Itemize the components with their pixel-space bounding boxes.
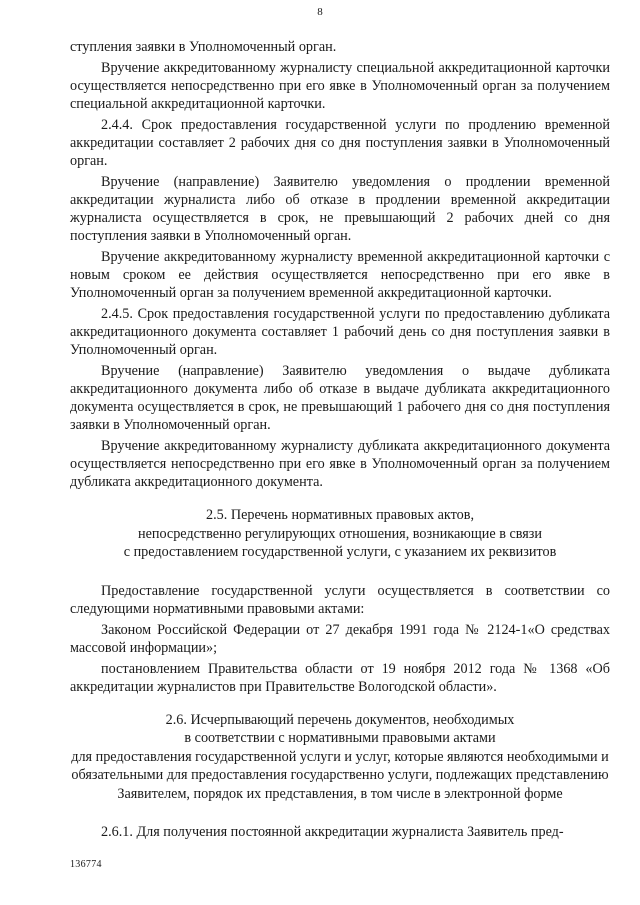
paragraph: 2.4.5. Срок предоставления государственной услуги по предоставлению дубликата аккредитационного документа составляет 1 рабочий день со дня поступления заявки в Уполномоченный орган. — [70, 306, 610, 358]
paragraph-continuation: ступления заявки в Уполномоченный орган. — [70, 39, 337, 55]
heading-line: для предоставления государственной услуги и услуг, которые являются необходимыми и обязательными для предоставления государственно услуги, подлежащих представлению Заявителем, порядок их представления, в том числе в электронной форме — [71, 748, 609, 802]
paragraph: Предоставление государственной услуги осуществляется в соответствии со следующими нормативными правовыми актами: — [70, 582, 610, 617]
paragraph: Законом Российской Федерации от 27 декабря 1991 года № 2124-1«О средствах массовой информации»; — [70, 621, 610, 656]
heading-line: с предоставлением государственной услуги, с указанием их реквизитов — [123, 544, 557, 560]
heading-line: 2.5. Перечень нормативных правовых актов, — [206, 507, 474, 523]
section-2-5-heading — [70, 506, 610, 562]
heading-line: в соответствии с нормативными правовыми актами — [184, 730, 496, 746]
heading-line: непосредственно регулирующих отношения, возникающие в связи — [137, 525, 542, 542]
footer-code: 136774 — [70, 859, 102, 870]
paragraph: Вручение (направление) Заявителю уведомления о выдаче дубликата аккредитационного документа либо об отказе в выдаче дубликата аккредитационного документа осуществляется в срок, не превышающий 1 рабочего дня со дня поступления заявки в Уполномоченный орган. — [70, 363, 610, 433]
heading-line: 2.6. Исчерпывающий перечень документов, необходимых — [165, 711, 515, 728]
paragraph: Вручение аккредитованному журналисту временной аккредитационной карточки с новым сроком ее действия осуществляется непосредственно при его явке в Уполномоченный орган за получением временной аккредитационной карточки. — [70, 249, 610, 301]
paragraph: Вручение аккредитованному журналисту специальной аккредитационной карточки осуществляется непосредственно при его явке в Уполномоченный орган за получением специальной аккредитационной карточки. — [70, 60, 610, 112]
paragraph: 2.6.1. Для получения постоянной аккредитации журналиста Заявитель пред- — [101, 824, 564, 840]
paragraph: Вручение (направление) Заявителю уведомления о продлении временной аккредитации журналиста либо об отказе в продлении временной аккредитации журналиста осуществляется в срок, не превышающий 2 рабочих дней со дня поступления заявки в Уполномоченный орган. — [70, 174, 610, 244]
paragraph: Вручение аккредитованному журналисту дубликата аккредитационного документа осуществляется непосредственно при его явке в Уполномоченный орган за получением дубликата аккредитационного документа. — [70, 438, 610, 490]
section-2-6-heading — [70, 711, 610, 804]
document-body — [70, 38, 610, 844]
paragraph: 2.4.4. Срок предоставления государственной услуги по продлению временной аккредитации составляет 2 рабочих дня со дня поступления заявки в Уполномоченный орган. — [70, 117, 610, 169]
page-number: 8 — [317, 6, 323, 18]
paragraph: постановлением Правительства области от 19 ноября 2012 года № 1368 «Об аккредитации журналистов при Правительстве Вологодской области». — [70, 660, 610, 695]
